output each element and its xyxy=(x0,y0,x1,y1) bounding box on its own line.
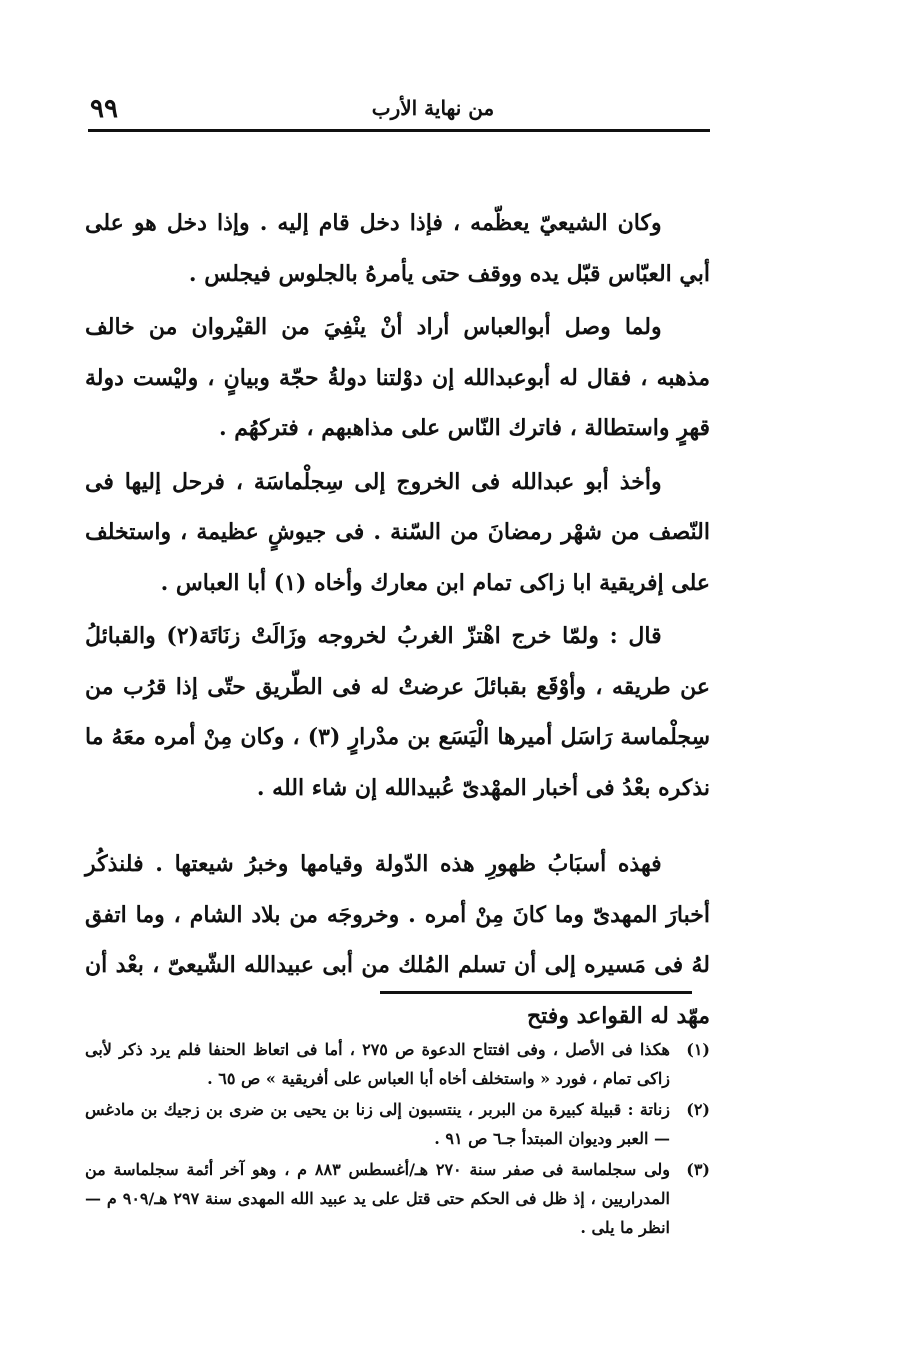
main-text xyxy=(85,198,710,1041)
paragraph: وكان الشيعيّ يعظّمه ، فإذا دخل قام إليه . وإذا دخل هو على أبي العبّاس قبّل يده ووقف حتى يأمرهُ بالجلوس فيجلس . xyxy=(85,210,710,287)
header-rule xyxy=(88,129,710,132)
paragraph: قال : ولمّا خرج اهْتزّ الغربُ لخروجه وزَالَتْ زنَاتَة(٢) والقبائلُ عن طريقه ، وأوْقَع بقبائلَ عرضتْ له فى الطّريق حتّى إذا قرُب من سِجلْماسة رَاسَل أميرها الْيَسَع بن مدْرارٍ (٣) ، وكان مِنْ أمره معَهُ ما نذكره بعْدُ فى أخبار المهْدىّ عُبيدالله إن شاء الله . xyxy=(85,623,710,801)
footnote-number: (٢) xyxy=(686,1100,710,1119)
page-number: ٩٩ xyxy=(90,94,118,124)
paragraph: ولما وصل أبوالعباس أراد أنْ ينْفِيَ من القيْروان من خالف مذهبه ، فقال له أبوعبدالله إن دوْلتنا دولةُ حجّة وبيانٍ ، وليْست دولة قهرٍ واستطالة ، فاترك النّاس على مذاهبهم ، فتركهُم . xyxy=(85,314,710,441)
running-title: من نهاية الأرب xyxy=(371,96,495,120)
footnote-text: زناتة : قبيلة كبيرة من البربر ، ينتسبون إلى زنا بن يحيى بن ضرى بن زجيك بن مادغس — العبر وديوان المبتدأ جـ٦ ص ٩١ . xyxy=(85,1100,670,1148)
footnote xyxy=(85,1155,710,1242)
paragraph: وأخذ أبو عبدالله فى الخروج إلى سِجلْماسَة ، فرحل إليها فى النّصف من شهْر رمضانَ من السّنة . فى جيوشٍ عظيمة ، واستخلف على إفريقية ابا زاكى تمام ابن معارك وأخاه (١) أبا العباس . xyxy=(85,468,710,596)
footnotes xyxy=(85,1035,710,1244)
footnote-separator xyxy=(380,991,692,994)
footnote-text: ولى سجلماسة فى صفر سنة ٢٧٠ هـ/أغسطس ٨٨٣ م ، وهو آخر أئمة سجلماسة من المدراريين ، إذ ظل فى الحكم حتى قتل على يد عبيد الله المهدى سنة ٢٩٧ هـ/٩٠٩ م — انظر ما يلى . xyxy=(85,1160,671,1237)
footnote-number: (٣) xyxy=(686,1160,710,1179)
footnote xyxy=(85,1035,710,1093)
paragraph: فهذه أسبَابُ ظهورِ هذه الدّولة وقيامها وخبرُ شيعتها . فلنذكُر أخبارَ المهدىّ وما كانَ مِنْ أمره . وخروجَه من بلاد الشام ، وما اتفق لهُ فى مَسيره إلى أن تسلم المُلك من أبى عبيدالله الشّيعىّ ، بعْد أن مهّد له القواعد وفتح xyxy=(85,851,710,1029)
page-header xyxy=(88,94,710,128)
footnote-text: هكذا فى الأصل ، وفى افتتاح الدعوة ص ٢٧٥ ، أما فى اتعاظ الحنفا فلم يرد ذكر لأبى زاكى تمام ، فورد « واستخلف أخاه أبا العباس على أفريقية » ص ٦٥ . xyxy=(85,1040,670,1088)
footnote-number: (١) xyxy=(686,1040,710,1059)
footnote xyxy=(85,1095,710,1153)
